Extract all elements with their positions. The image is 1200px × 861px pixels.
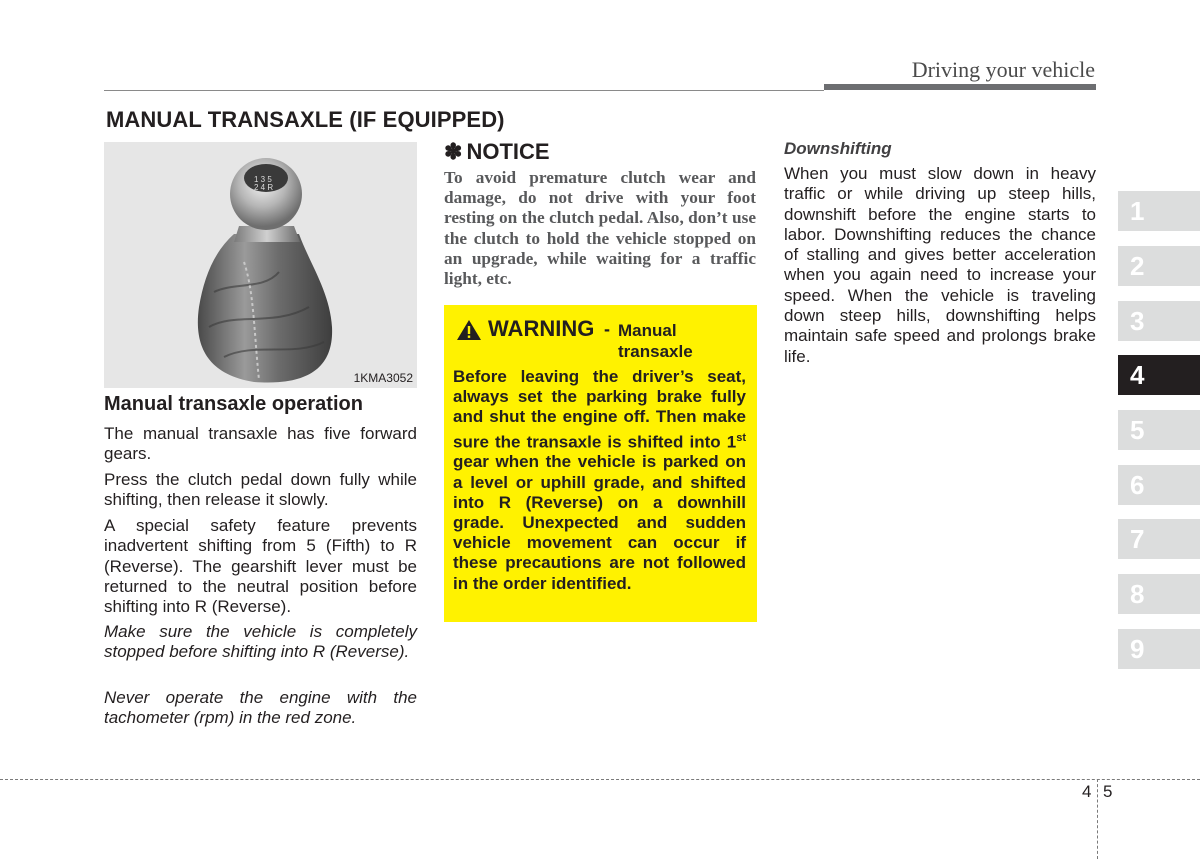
gear-shift-photo (104, 142, 417, 388)
footer-divider (1097, 779, 1098, 859)
downshifting-heading: Downshifting (784, 139, 892, 158)
chapter-tab-1[interactable]: 1 (1118, 191, 1200, 231)
chapter-tab-8[interactable]: 8 (1118, 574, 1200, 614)
warning-text-part: Before leaving the driver’s seat, always set the parking brake fully and shut the engine off. Then make sure the transaxle is shifted into 1 (453, 367, 746, 452)
footer-rule (0, 779, 1200, 780)
caution-paragraph: Never operate the engine with the tachometer (rpm) in the red zone. (104, 688, 417, 728)
header-rule (104, 90, 824, 91)
notice-text: To avoid premature clutch wear and damage, do not drive with your foot resting on the clutch pedal. Also, don’t use the clutch to hold the vehicle stopped on an upgrade, while waiting for a traffic light, etc. (444, 168, 756, 289)
paragraph: A special safety feature prevents inadvertent shifting from 5 (Fifth) to R (Reverse). The gearshift lever must be returned to the neutral position before shifting into R (Reverse). (104, 516, 417, 617)
figure-code: 1KMA3052 (353, 371, 413, 385)
warning-box (444, 305, 757, 622)
svg-text:1 3 5: 1 3 5 (254, 175, 272, 184)
chapter-tab-6[interactable]: 6 (1118, 465, 1200, 505)
header-rule-accent (824, 84, 1096, 90)
chapter-tab-7[interactable]: 7 (1118, 519, 1200, 559)
chapter-tab-2[interactable]: 2 (1118, 246, 1200, 286)
warning-label: WARNING (488, 316, 595, 341)
page-chapter-number: 4 (1082, 782, 1092, 801)
ordinal-suffix: st (736, 431, 746, 444)
downshifting-text: When you must slow down in heavy traffic or while driving up steep hills, downshift before the engine starts to labor. Downshifting reduces the chance of stalling and gives better acceleration when you again need to increase your speed. When the vehicle is traveling down steep hills, downshifting helps maintain safe speed and prolongs brake life. (784, 164, 1096, 366)
chapter-tab-3[interactable]: 3 (1118, 301, 1200, 341)
subsection-heading: Manual transaxle operation (104, 393, 363, 415)
paragraph: The manual transaxle has five forward gears. (104, 424, 417, 464)
notice-label: NOTICE (466, 139, 550, 164)
warning-title: Manual transaxle (618, 321, 693, 361)
svg-text:2 4 R: 2 4 R (254, 183, 274, 192)
warning-text (453, 367, 746, 594)
paragraph: Press the clutch pedal down fully while shifting, then release it slowly. (104, 470, 417, 510)
notice-symbol-icon: ✽ (444, 139, 463, 164)
gear-shift-knob-icon (104, 142, 417, 388)
chapter-tab-9[interactable]: 9 (1118, 629, 1200, 669)
notice-heading (444, 139, 550, 165)
caution-paragraph: Make sure the vehicle is completely stopped before shifting into R (Reverse). (104, 622, 417, 662)
warning-text-part: gear when the vehicle is parked on a level or uphill grade, and shifted into R (Reverse) on a downhill grade. Unexpected and sudden vehicle movement can occur if these precautions are not followed in the order identified. (453, 452, 746, 593)
chapter-tab-4[interactable]: 4 (1118, 355, 1200, 395)
chapter-tab-5[interactable]: 5 (1118, 410, 1200, 450)
section-title: MANUAL TRANSAXLE (IF EQUIPPED) (106, 107, 505, 132)
page-number: 5 (1103, 782, 1113, 801)
warning-dash: - (604, 319, 610, 339)
running-head: Driving your vehicle (911, 57, 1095, 82)
warning-triangle-icon (456, 319, 482, 341)
